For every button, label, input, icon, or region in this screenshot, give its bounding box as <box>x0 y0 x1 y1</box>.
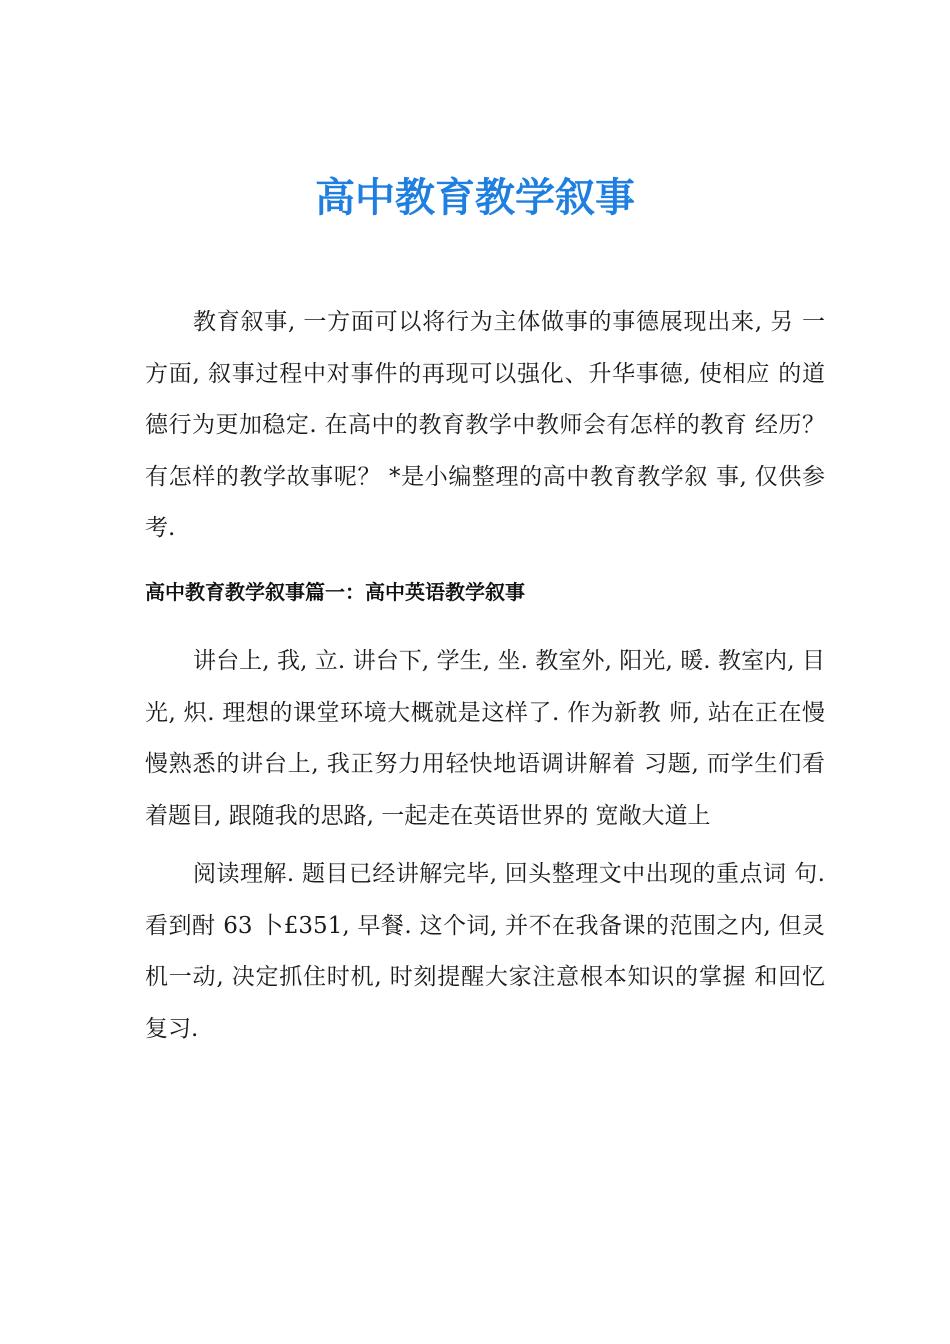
intro-paragraph: 教育叙事, 一方面可以将行为主体做事的事德展现出来, 另 一方面, 叙事过程中对事件的再现可以强化、升华事德, 使相应 的道德行为更加稳定. 在高中的教育教学中教师会有怎样的教育 经历？有怎样的教学故事呢？ *是小编整理的高中教育教学叙 事, 仅供参考. <box>145 309 825 541</box>
body-paragraph-1: 讲台上, 我, 立. 讲台下, 学生, 坐. 教室外, 阳光, 暖. 教室内, 目光, 炽. 理想的课堂环境大概就是这样了. 作为新教 师, 站在正在慢慢熟悉的讲台上, 我正努力用轻快地语调讲解着 习题, 而学生们看着题目, 跟随我的思路, 一起走在英语世界的 宽敞大道上 <box>145 648 825 829</box>
document-title: 高中教育教学叙事 <box>315 175 635 221</box>
section-heading: 高中教育教学叙事篇一：高中英语教学叙事 <box>145 580 525 604</box>
body-paragraph-2: 阅读理解. 题目已经讲解完毕, 回头整理文中出现的重点词 句. 看到酎 63 卜£351, 早餐. 这个词, 并不在我备课的范围之内, 但灵机一动, 决定抓住时机, 时刻提醒大家注意根本知识的掌握 和回忆复习. <box>145 861 825 1042</box>
